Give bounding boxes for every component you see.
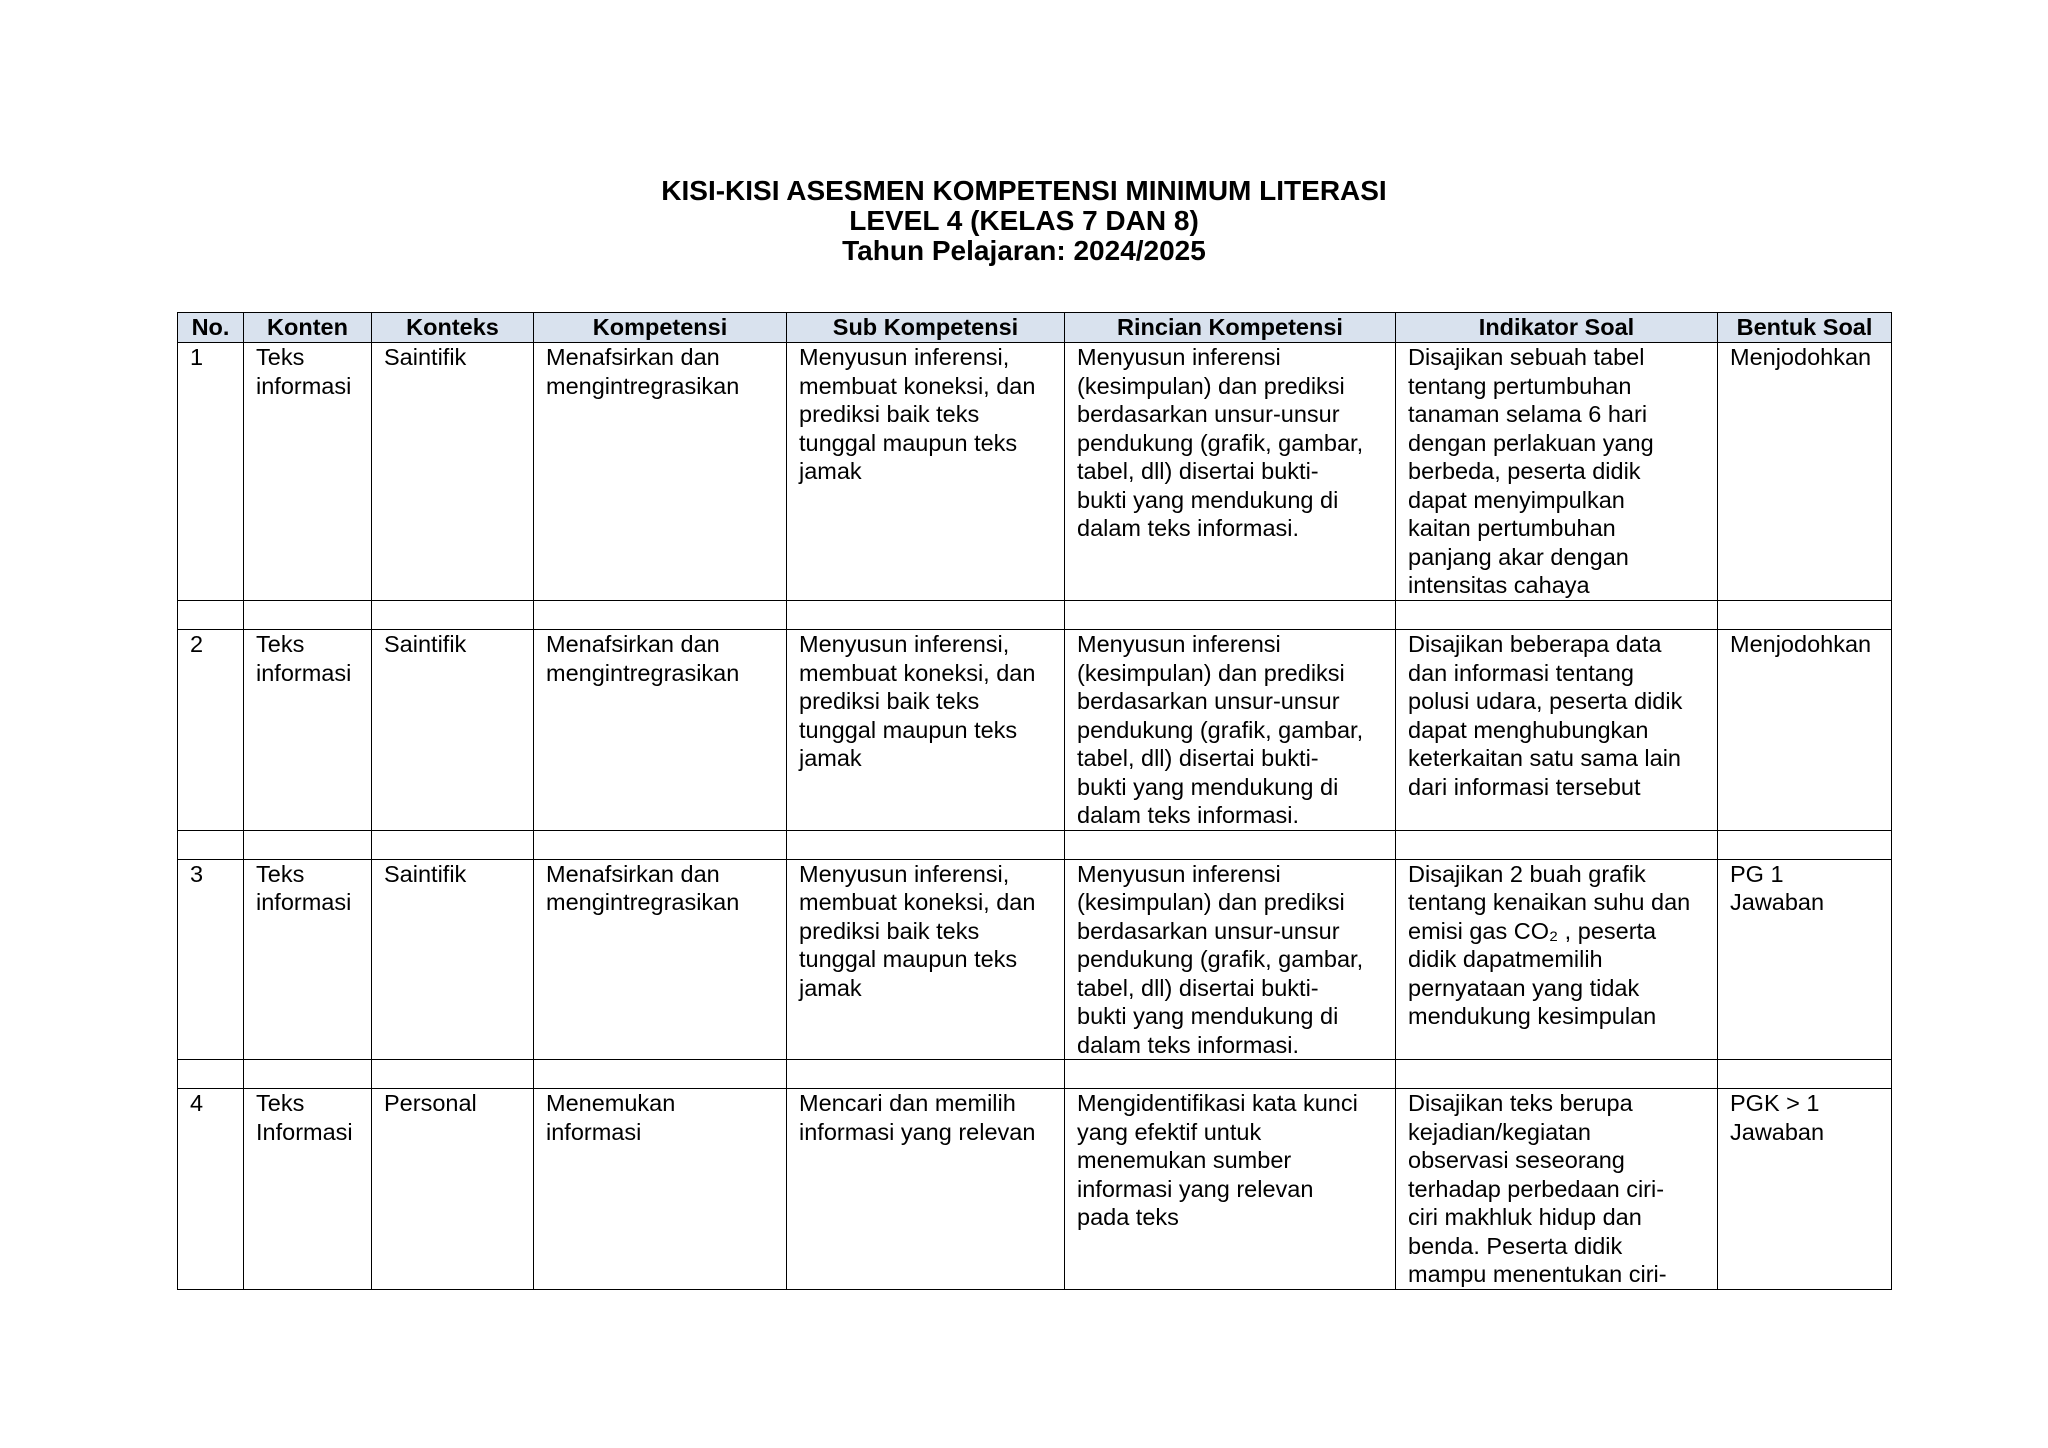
cell-kompetensi: Menafsirkan dan mengintregrasikan bbox=[534, 343, 787, 601]
cell-bentuk-soal: PG 1 Jawaban bbox=[1718, 859, 1892, 1060]
cell-bentuk-soal: Menjodohkan bbox=[1718, 343, 1892, 601]
cell-konten: Teks informasi bbox=[244, 630, 372, 831]
cell-rincian-kompetensi: Mengidentifikasi kata kunci yang efektif untuk menemukan sumber informasi yang relevan pada teks bbox=[1065, 1089, 1396, 1290]
header-bentuk-soal: Bentuk Soal bbox=[1718, 313, 1892, 343]
spacer-row bbox=[178, 1060, 1892, 1089]
cell-indikator-soal: Disajikan 2 buah grafik tentang kenaikan suhu dan emisi gas CO₂ , peserta didik dapatmemilih pernyataan yang tidak mendukung kesimpulan bbox=[1396, 859, 1718, 1060]
cell-sub-kompetensi: Mencari dan memilih informasi yang relevan bbox=[787, 1089, 1065, 1290]
cell-kompetensi: Menemukan informasi bbox=[534, 1089, 787, 1290]
cell-konten: Teks informasi bbox=[244, 343, 372, 601]
table-row bbox=[178, 1089, 1892, 1290]
cell-konteks: Saintifik bbox=[372, 343, 534, 601]
cell-rincian-kompetensi: Menyusun inferensi (kesimpulan) dan prediksi berdasarkan unsur-unsur pendukung (grafik, gambar, tabel, dll) disertai bukti- bukti yang mendukung di dalam teks informasi. bbox=[1065, 630, 1396, 831]
header-sub-kompetensi: Sub Kompetensi bbox=[787, 313, 1065, 343]
title-line-2: LEVEL 4 (KELAS 7 DAN 8) bbox=[849, 205, 1199, 236]
header-konten: Konten bbox=[244, 313, 372, 343]
cell-no: 3 bbox=[178, 859, 244, 1060]
cell-konteks: Saintifik bbox=[372, 630, 534, 831]
table-row bbox=[178, 343, 1892, 601]
spacer-row bbox=[178, 830, 1892, 859]
table-row bbox=[178, 859, 1892, 1060]
header-rincian-kompetensi: Rincian Kompetensi bbox=[1065, 313, 1396, 343]
header-konteks: Konteks bbox=[372, 313, 534, 343]
cell-no: 4 bbox=[178, 1089, 244, 1290]
cell-konten: Teks informasi bbox=[244, 859, 372, 1060]
cell-kompetensi: Menafsirkan dan mengintregrasikan bbox=[534, 630, 787, 831]
table-row bbox=[178, 630, 1892, 831]
cell-indikator-soal: Disajikan beberapa data dan informasi tentang polusi udara, peserta didik dapat menghubungkan keterkaitan satu sama lain dari informasi tersebut bbox=[1396, 630, 1718, 831]
cell-sub-kompetensi: Menyusun inferensi, membuat koneksi, dan prediksi baik teks tunggal maupun teks jamak bbox=[787, 859, 1065, 1060]
cell-bentuk-soal: PGK > 1 Jawaban bbox=[1718, 1089, 1892, 1290]
cell-konteks: Saintifik bbox=[372, 859, 534, 1060]
cell-konten: Teks Informasi bbox=[244, 1089, 372, 1290]
document-title bbox=[0, 176, 2048, 266]
cell-bentuk-soal: Menjodohkan bbox=[1718, 630, 1892, 831]
cell-rincian-kompetensi: Menyusun inferensi (kesimpulan) dan prediksi berdasarkan unsur-unsur pendukung (grafik, gambar, tabel, dll) disertai bukti- bukti yang mendukung di dalam teks informasi. bbox=[1065, 343, 1396, 601]
cell-kompetensi: Menafsirkan dan mengintregrasikan bbox=[534, 859, 787, 1060]
cell-rincian-kompetensi: Menyusun inferensi (kesimpulan) dan prediksi berdasarkan unsur-unsur pendukung (grafik, gambar, tabel, dll) disertai bukti- bukti yang mendukung di dalam teks informasi. bbox=[1065, 859, 1396, 1060]
cell-sub-kompetensi: Menyusun inferensi, membuat koneksi, dan prediksi baik teks tunggal maupun teks jamak bbox=[787, 343, 1065, 601]
header-indikator-soal: Indikator Soal bbox=[1396, 313, 1718, 343]
kisi-kisi-table bbox=[177, 312, 1892, 1290]
cell-indikator-soal: Disajikan sebuah tabel tentang pertumbuhan tanaman selama 6 hari dengan perlakuan yang berbeda, peserta didik dapat menyimpulkan kaitan pertumbuhan panjang akar dengan intensitas cahaya bbox=[1396, 343, 1718, 601]
cell-no: 2 bbox=[178, 630, 244, 831]
cell-sub-kompetensi: Menyusun inferensi, membuat koneksi, dan prediksi baik teks tunggal maupun teks jamak bbox=[787, 630, 1065, 831]
table-header-row bbox=[178, 313, 1892, 343]
cell-konteks: Personal bbox=[372, 1089, 534, 1290]
header-no: No. bbox=[178, 313, 244, 343]
title-line-1: KISI-KISI ASESMEN KOMPETENSI MINIMUM LITERASI bbox=[661, 175, 1387, 206]
cell-no: 1 bbox=[178, 343, 244, 601]
title-line-3: Tahun Pelajaran: 2024/2025 bbox=[842, 235, 1206, 266]
spacer-row bbox=[178, 601, 1892, 630]
cell-indikator-soal: Disajikan teks berupa kejadian/kegiatan observasi seseorang terhadap perbedaan ciri- ciri makhluk hidup dan benda. Peserta didik mampu menentukan ciri- bbox=[1396, 1089, 1718, 1290]
header-kompetensi: Kompetensi bbox=[534, 313, 787, 343]
